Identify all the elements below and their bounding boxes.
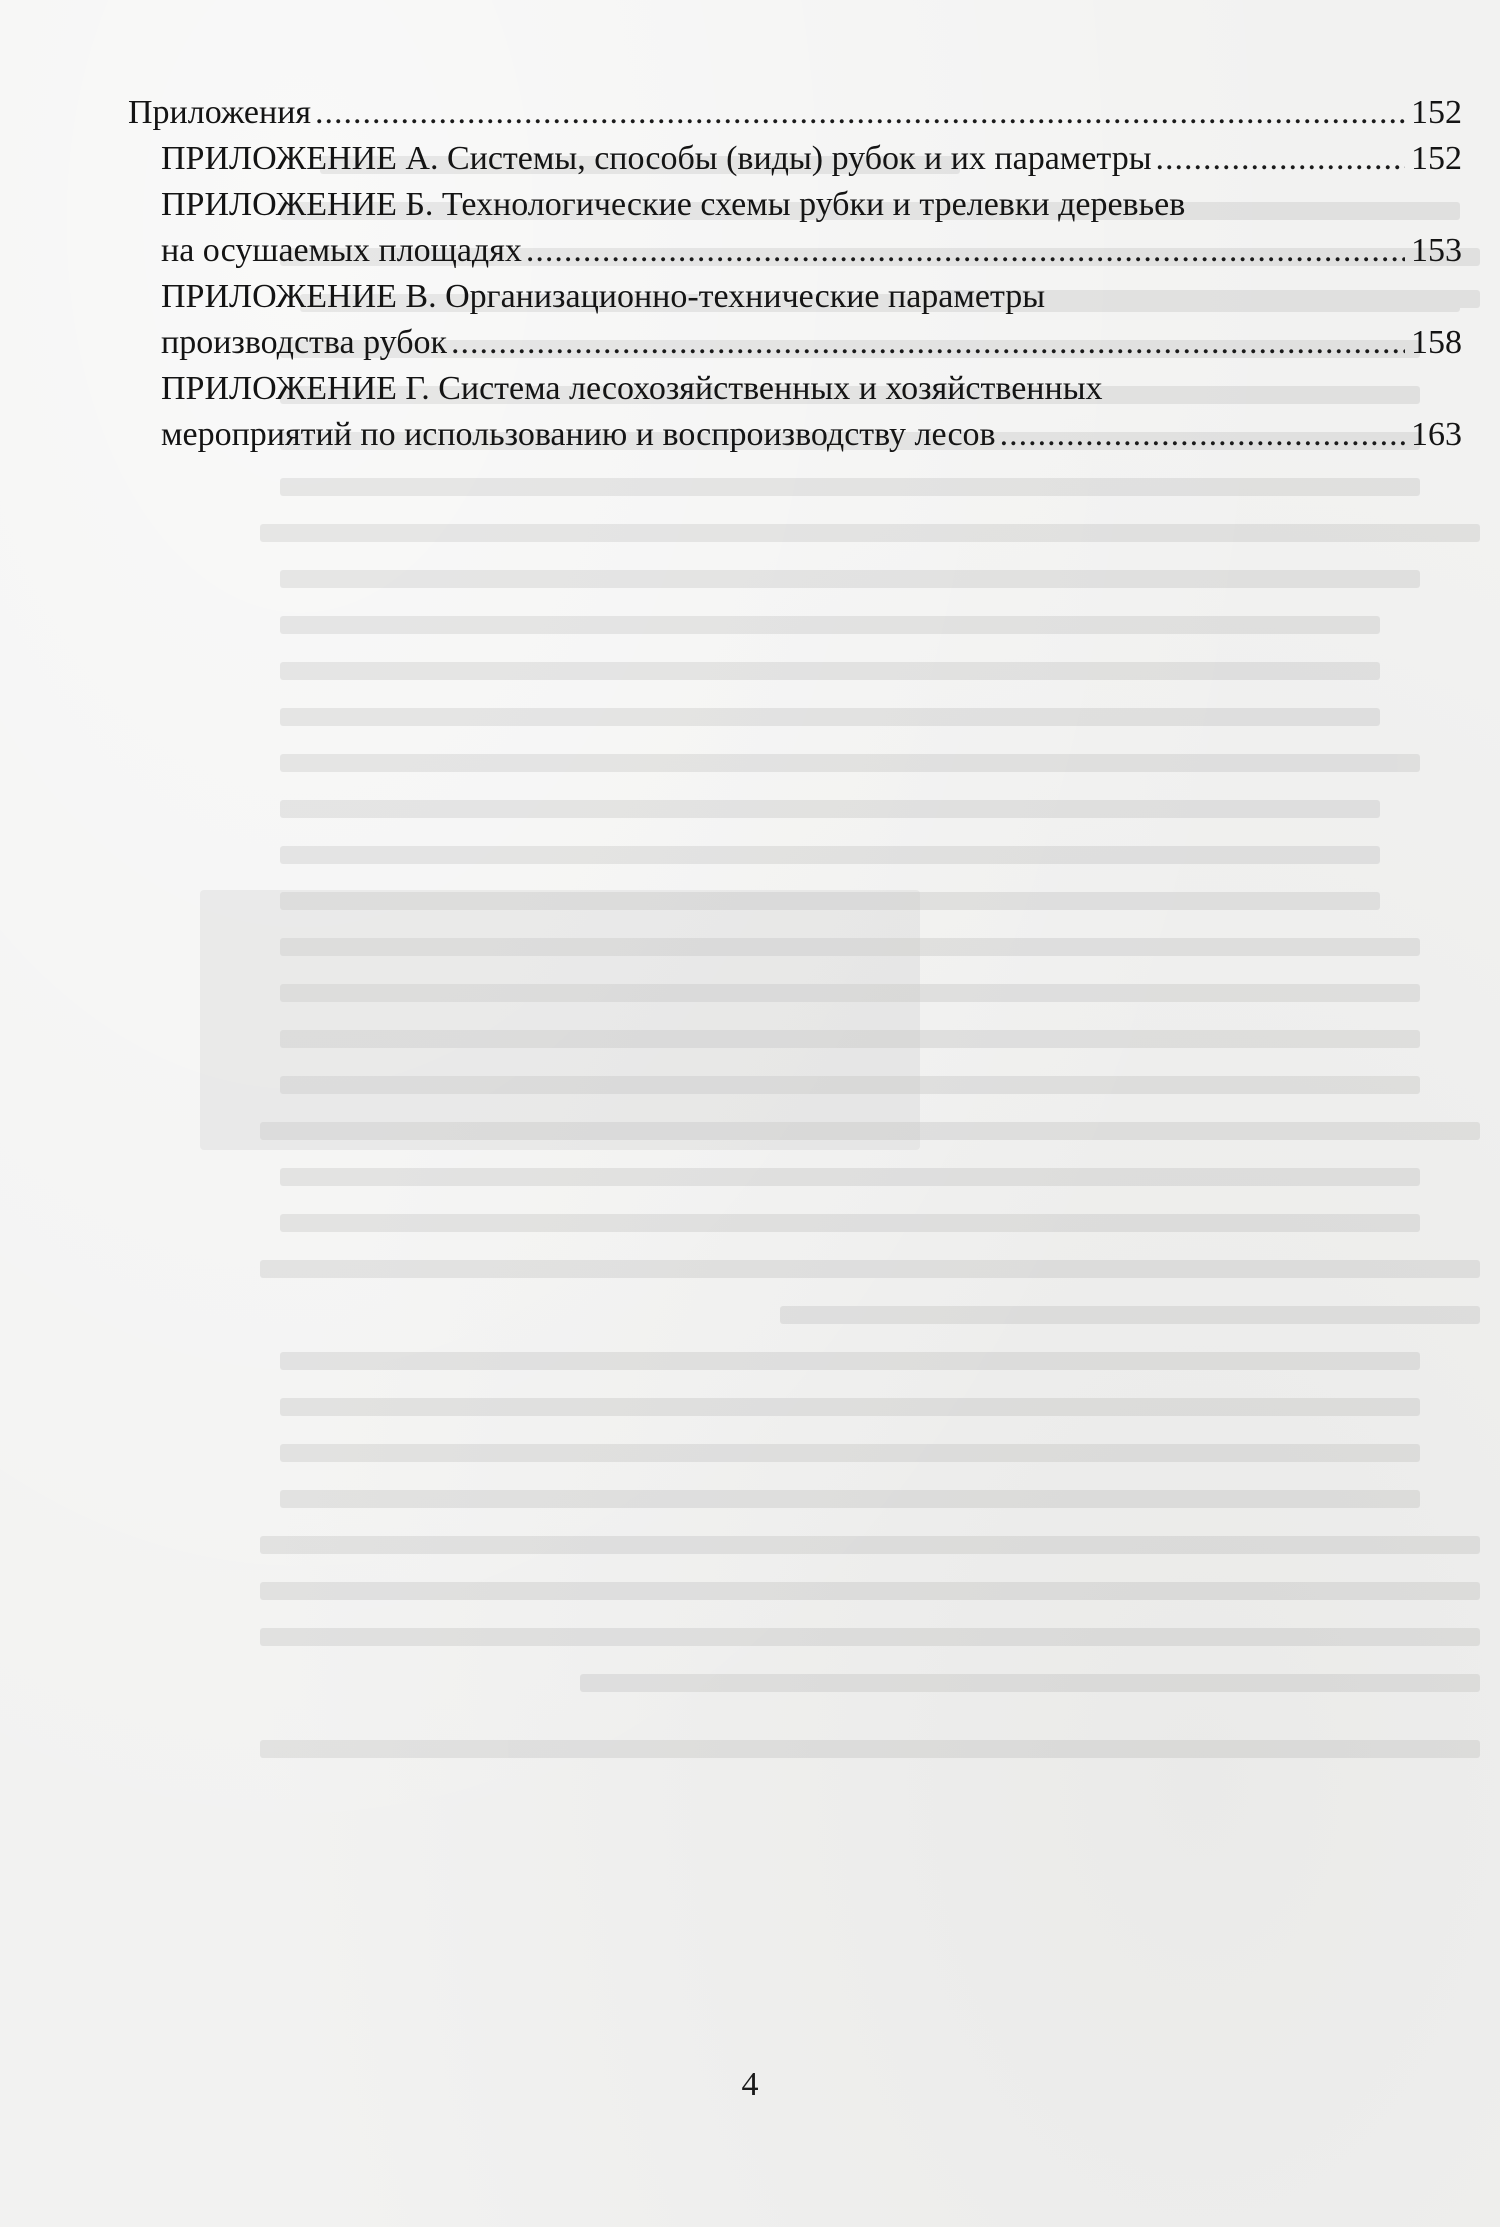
show-through-line	[280, 1444, 1420, 1462]
table-of-contents	[128, 90, 1462, 458]
show-through-line	[260, 1582, 1480, 1600]
page-number: 4	[741, 2066, 759, 2103]
toc-entry-title-continuation: мероприятий по использованию и воспроизводству лесов	[161, 416, 996, 453]
show-through-line	[280, 754, 1420, 772]
show-through-line	[280, 800, 1380, 818]
show-through-line	[280, 1168, 1420, 1186]
show-through-line	[280, 616, 1380, 634]
toc-entry-title: Приложения	[128, 94, 312, 131]
show-through-line	[260, 1536, 1480, 1554]
toc-entry-title: ПРИЛОЖЕНИЕ Г. Система лесохозяйственных и хозяйственных	[161, 370, 1103, 407]
show-through-line	[280, 892, 1380, 910]
dot-leader	[315, 90, 1405, 136]
show-through-line	[280, 938, 1420, 956]
dot-leader	[1000, 412, 1405, 458]
show-through-line	[280, 984, 1420, 1002]
toc-entry-title: ПРИЛОЖЕНИЕ В. Организационно-технические параметры	[161, 278, 1046, 315]
show-through-line	[280, 1398, 1420, 1416]
show-through-line	[260, 1740, 1480, 1758]
toc-entry-page: 163	[1411, 416, 1462, 453]
show-through-line	[280, 662, 1380, 680]
show-through-line	[280, 478, 1420, 496]
toc-entry-appendix-v	[161, 274, 1462, 366]
show-through-line	[280, 846, 1380, 864]
toc-entry-title: ПРИЛОЖЕНИЕ Б. Технологические схемы рубки и трелевки деревьев	[161, 186, 1186, 223]
show-through-line	[280, 570, 1420, 588]
show-through-line	[280, 1030, 1420, 1048]
show-through-line	[280, 1076, 1420, 1094]
show-through-line	[580, 1674, 1480, 1692]
toc-entry-title: ПРИЛОЖЕНИЕ А. Системы, способы (виды) рубок и их параметры	[161, 140, 1152, 177]
show-through-line	[260, 524, 1480, 542]
show-through-line	[260, 1260, 1480, 1278]
show-through-line	[280, 1490, 1420, 1508]
show-through-line	[780, 1306, 1480, 1324]
show-through-library-stamp	[200, 890, 920, 1150]
toc-entry-title-continuation: на осушаемых площадях	[161, 232, 522, 269]
show-through-line	[260, 1122, 1480, 1140]
toc-entry-appendix-b	[161, 182, 1462, 274]
dot-leader	[451, 320, 1405, 366]
toc-entry-page: 152	[1411, 94, 1462, 131]
toc-entry-appendix-a	[161, 136, 1462, 182]
dot-leader	[526, 228, 1405, 274]
toc-entry-page: 158	[1411, 324, 1462, 361]
toc-entry-page: 152	[1411, 140, 1462, 177]
toc-entry-page: 153	[1411, 232, 1462, 269]
show-through-line	[280, 1214, 1420, 1232]
toc-entry-title-continuation: производства рубок	[161, 324, 448, 361]
show-through-line	[260, 1628, 1480, 1646]
toc-entry-appendices	[128, 90, 1462, 136]
show-through-line	[280, 708, 1380, 726]
show-through-line	[280, 1352, 1420, 1370]
dot-leader	[1156, 136, 1405, 182]
toc-entry-appendix-g	[161, 366, 1462, 458]
